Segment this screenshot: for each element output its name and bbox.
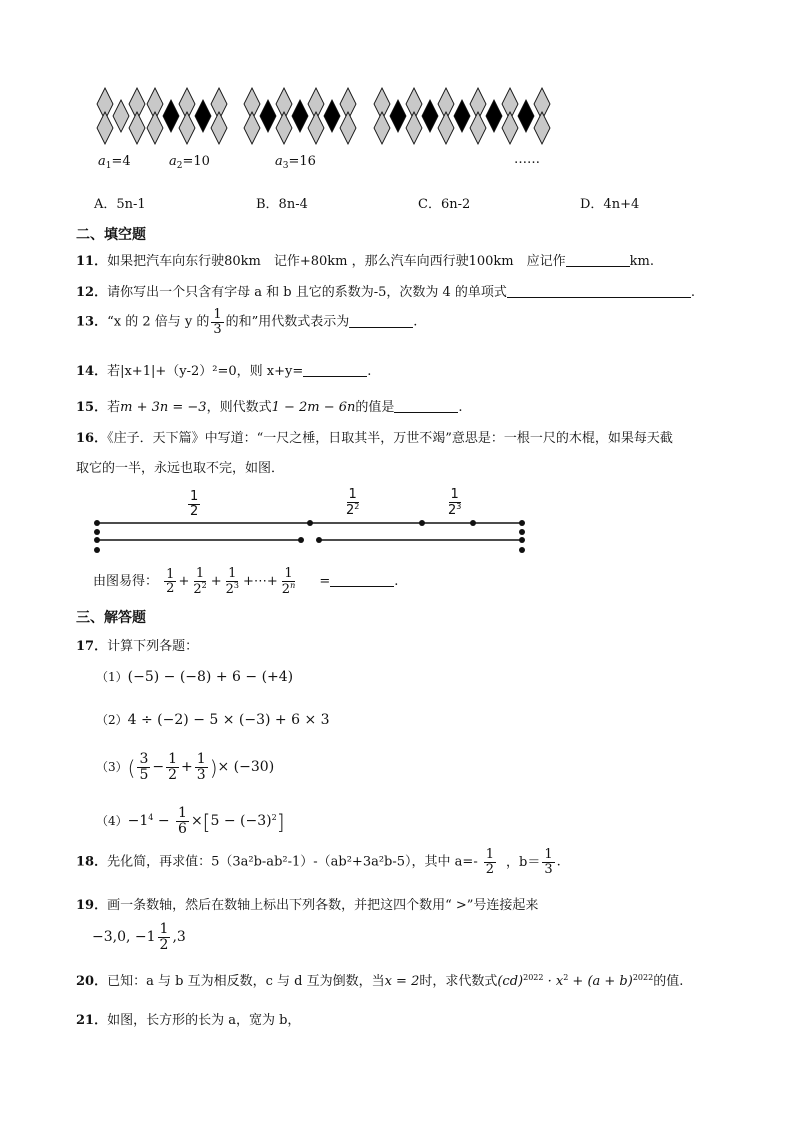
light-diamond — [340, 112, 356, 144]
light-diamond — [113, 100, 129, 132]
stick-label-eighth: $\frac{1}{2^3}$ — [448, 487, 462, 518]
question-15: 15．若m + 3n = −3，则代数式1 − 2m − 6n的值是 . — [76, 400, 463, 415]
light-diamond — [179, 112, 195, 144]
question-19: 19．画一条数轴，然后在数轴上标出下列各数，并把这四个数用“ >”号连接起来 — [76, 898, 539, 913]
light-diamond — [534, 112, 550, 144]
question-14: 14．若|x+1|+（y-2）²=0，则 x+y= . — [76, 364, 372, 379]
label-a2: $a_2=10$ — [169, 154, 210, 171]
light-diamond — [438, 112, 454, 144]
question-13: 13．“x 的 2 倍与 y 的 $\frac{1}{3}$ 的和”用代数式表示为 . — [76, 307, 418, 337]
question-18: 18．先化简，再求值：5（3a²b-ab²-1）-（ab²+3a²b-5），其中 a=- $\frac{1}{2}$ ，b＝ $\frac{1}{3}$ . — [76, 847, 561, 877]
light-diamond — [244, 112, 260, 144]
label-a3: $a_3=16$ — [275, 154, 316, 171]
stick-label-half: $\frac{1}{2}$ — [190, 489, 199, 519]
question-20: 20．已知：a 与 b 互为相反数，c 与 d 互为倒数，当x = 2时，求代数式$(cd)^{2022} \cdot x^2 + (a + b)^{2022}$的值. — [76, 973, 684, 989]
question-16-line2: 取它的一半，永远也取不完，如图． — [76, 461, 285, 476]
question-16-answer: 由图易得： $\frac{1}{2}$ + $\frac{1}{2^2}$ + $\frac{1}{2^3}$ +⋯+ $\frac{1}{2^n}$ = . — [93, 566, 399, 597]
question-11: 11．如果把汽车向东行驶80km 记作+80km ，那么汽车向西行驶100km 应记作 km. — [76, 254, 654, 269]
light-diamond — [374, 112, 390, 144]
light-diamond — [147, 112, 163, 144]
question-17: 17．计算下列各题： — [76, 639, 199, 654]
dark-diamond — [454, 100, 470, 132]
question-21: 21．如图，长方形的长为 a，宽为 b， — [76, 1013, 301, 1028]
question-12: 12．请你写出一个只含有字母 a 和 b 且它的系数为-5，次数为 4 的单项式 . — [76, 285, 696, 300]
choice-b: B．8n-4 — [256, 197, 308, 212]
light-diamond — [97, 112, 113, 144]
dark-diamond — [324, 100, 340, 132]
label-ellipsis: …… — [514, 152, 540, 167]
question-17-4: $(4)-1^4$ − $\frac{1}{6}$ $\times[5 - (-3)^2]$ — [96, 805, 285, 837]
choice-a: A．5n-1 — [94, 197, 146, 212]
label-a1: $a_1=4$ — [98, 154, 131, 171]
question-17-2: （2）4 ÷ (−2) − 5 × (−3) + 6 × 3 — [96, 712, 330, 728]
question-16: 16．《庄子．天下篇》中写道：“一尺之棰，日取其半，万世不竭”意思是：一根一尺的木棍，如果每天截 — [76, 431, 673, 446]
dark-diamond — [260, 100, 276, 132]
dark-diamond — [292, 100, 308, 132]
light-diamond — [406, 112, 422, 144]
stick-diagram — [0, 510, 794, 570]
question-19-numbers: −3,0, −1 $\frac{1}{2}$ ,3 — [92, 921, 186, 953]
choice-d: D．4n+4 — [580, 197, 640, 212]
dark-diamond — [518, 100, 534, 132]
dark-diamond — [390, 100, 406, 132]
section-heading-answer: 三、解答题 — [76, 610, 146, 626]
light-diamond — [211, 112, 227, 144]
light-diamond — [308, 112, 324, 144]
dark-diamond — [195, 100, 211, 132]
light-diamond — [129, 112, 145, 144]
question-17-3: （3）( $\frac{3}{5}$ − $\frac{1}{2}$ + $\frac{1}{3}$ )× (−30) — [96, 751, 275, 783]
light-diamond — [276, 112, 292, 144]
dark-diamond — [422, 100, 438, 132]
section-heading-fill-blank: 二、填空题 — [76, 227, 146, 243]
stick-label-quarter: $\frac{1}{2^2}$ — [346, 487, 360, 518]
dark-diamond — [163, 100, 179, 132]
light-diamond — [502, 112, 518, 144]
light-diamond — [470, 112, 486, 144]
choice-c: C．6n-2 — [418, 197, 471, 212]
dark-diamond — [486, 100, 502, 132]
question-17-1: （1）(−5) − (−8) + 6 − (+4) — [96, 669, 294, 685]
